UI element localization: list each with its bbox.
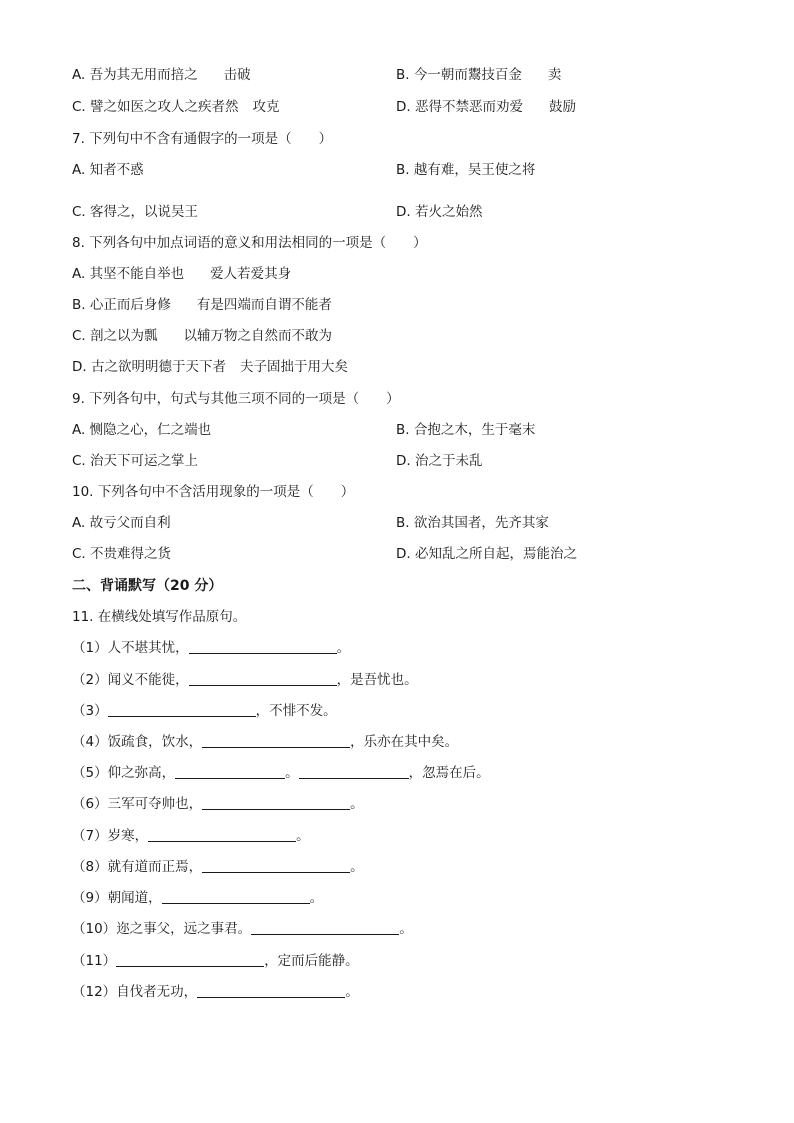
q6-option-a: A. 吾为其无用而掊之 击破 [72,67,251,83]
answer-blank[interactable] [108,702,256,717]
q9-option-b: B. 合抱之木，生于毫末 [396,422,536,438]
q8-stem: 8. 下列各句中加点词语的意义和用法相同的一项是（ ） [72,235,427,251]
q11-item-12: （12）自伐者无功， 。 [72,984,359,1000]
q6-option-c: C. 譬之如医之攻人之疾者然 攻克 [72,99,280,115]
q8-option-d: D. 古之欲明明德于天下者 夫子固拙于用大矣 [72,359,348,375]
q11-item-2: （2）闻义不能徙， ，是吾忧也。 [72,672,418,688]
q8-option-b: B. 心正而后身修 有是四端而自谓不能者 [72,297,332,313]
q11-item-7: （7）岁寒， 。 [72,828,310,844]
answer-blank[interactable] [299,764,409,779]
q9-stem: 9. 下列各句中，句式与其他三项不同的一项是（ ） [72,391,400,407]
answer-blank[interactable] [116,952,264,967]
q11-item-8: （8）就有道而正焉， 。 [72,859,364,875]
q10-option-row-ab [72,514,732,532]
q11-item-9: （9）朝闻道， 。 [72,890,324,906]
q11-item-11: （11） ，定而后能静。 [72,953,359,969]
q11-item-4: （4）饭疏食，饮水， ，乐亦在其中矣。 [72,734,459,750]
q10-stem: 10. 下列各句中不含活用现象的一项是（ ） [72,484,355,500]
q9-option-row-cd [72,452,732,470]
answer-blank[interactable] [197,983,345,998]
q7-option-d: D. 若火之始然 [396,204,483,220]
answer-blank[interactable] [175,764,285,779]
answer-blank[interactable] [202,858,350,873]
q7-option-c: C. 客得之，以说吴王 [72,204,199,220]
q11-item-1: （1）人不堪其忧， 。 [72,640,351,656]
answer-blank[interactable] [148,827,296,842]
answer-blank[interactable] [189,671,337,686]
q9-option-c: C. 治天下可运之掌上 [72,453,199,469]
answer-blank[interactable] [189,639,337,654]
q9-option-a: A. 恻隐之心，仁之端也 [72,422,212,438]
q10-option-c: C. 不贵难得之货 [72,546,172,562]
q10-option-d: D. 必知乱之所自起，焉能治之 [396,546,577,562]
answer-blank[interactable] [202,733,350,748]
q11-item-3: （3） ，不悱不发。 [72,703,337,719]
q10-option-row-cd [72,545,732,563]
q9-option-d: D. 治之于未乱 [396,453,483,469]
q8-option-a: A. 其坚不能自举也 爱人若爱其身 [72,266,292,282]
q11-stem: 11. 在横线处填写作品原句。 [72,609,247,625]
q11-item-5: （5）仰之弥高， 。 ，忽焉在后。 [72,765,490,781]
q11-item-10: （10）迩之事父，远之事君。 。 [72,921,413,937]
q10-option-b: B. 欲治其国者，先齐其家 [396,515,549,531]
answer-blank[interactable] [251,920,399,935]
q6-option-b: B. 今一朝而鬻技百金 卖 [396,67,562,83]
q7-option-b: B. 越有难，吴王使之将 [396,162,536,178]
q6-option-row-ab [72,66,732,84]
q9-option-row-ab [72,421,732,439]
answer-blank[interactable] [202,795,350,810]
q7-option-row-ab [72,161,732,179]
q7-option-row-cd [72,203,732,221]
q6-option-row-cd [72,98,732,116]
q8-option-c: C. 剖之以为瓢 以辅万物之自然而不敢为 [72,328,333,344]
section-title: 二、背诵默写（20 分） [72,578,223,594]
q6-option-d: D. 恶得不禁恶而劝爱 鼓励 [396,99,576,115]
q10-option-a: A. 故亏父而自利 [72,515,171,531]
answer-blank[interactable] [162,889,310,904]
q7-stem: 7. 下列句中不含有通假字的一项是（ ） [72,131,333,147]
q11-item-6: （6）三军可夺帅也， 。 [72,796,364,812]
q7-option-a: A. 知者不惑 [72,162,144,178]
